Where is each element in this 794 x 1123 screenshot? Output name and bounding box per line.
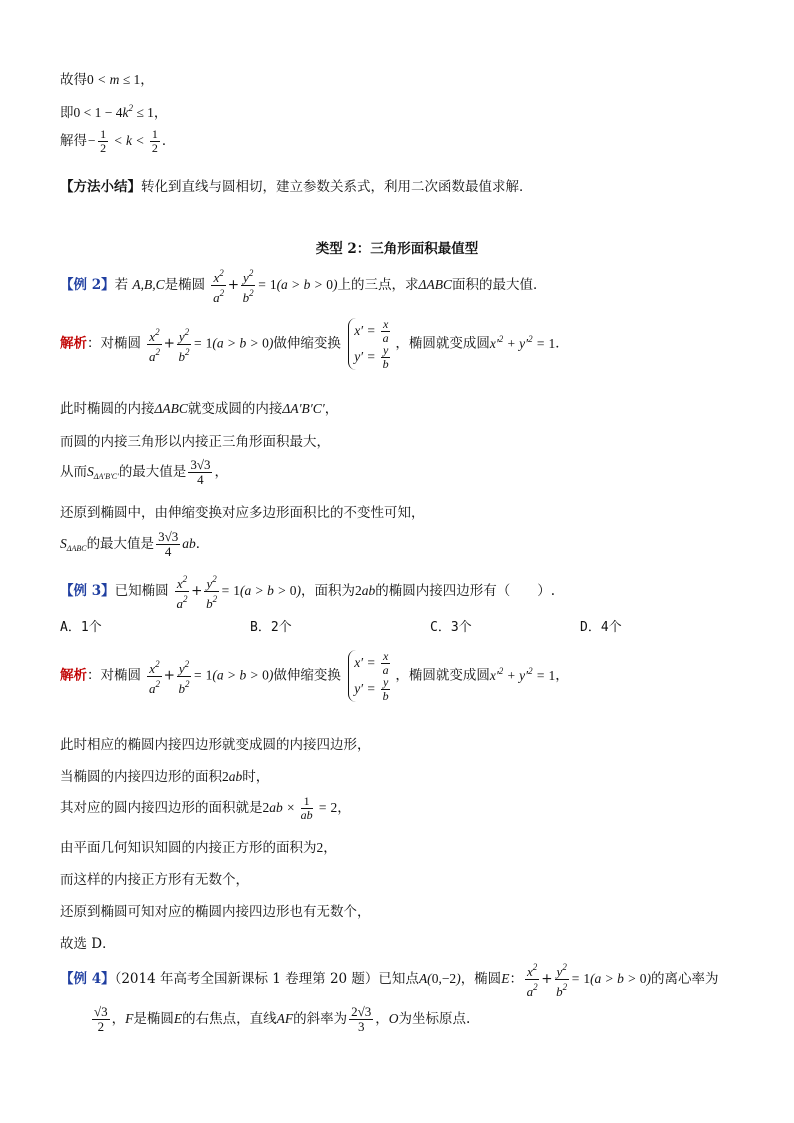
text: 的右焦点，直线 (182, 1011, 277, 1027)
example-2-question: 【例 2】若 A,B,C是椭圆 $\frac{x^2}{a^2}$ + $\frac{y^2}{b^2}$ = 1(a > b > 0)上的三点，求ΔABC面积的最大值． (60, 268, 547, 305)
line-1: 故得0 < m ≤ 1， (60, 72, 154, 88)
text: 的椭圆内接四边形有（ ）. (375, 583, 556, 599)
text: ，椭圆就变成圆 (395, 335, 490, 352)
text: 的最大值是 (86, 536, 155, 552)
text: （2014 年高考全国新课标 1 卷理第 20 题）已知点 (114, 971, 419, 987)
ex2-line-3: 从而$S_{\Delta A'B'C'}$的最大值是 $\frac{3√3}{4}$ ， (60, 457, 228, 487)
line-3: 解得− $\frac{1}{2}$ < k < $\frac{1}{2}$ ． (60, 127, 176, 155)
option-c: C．3个 (430, 620, 472, 635)
summary-tag: 【方法小结】 (60, 179, 141, 195)
text: 其对应的圆内接四边形的面积就是 (60, 800, 263, 816)
text: 做伸缩变换 (273, 667, 341, 684)
option-a: A．1个 (60, 620, 102, 635)
solution-tag: 解析 (60, 335, 87, 352)
example-3-question: 【例 3】已知椭圆 $\frac{x^2}{a^2}$ + $\frac{y^2}{b^2}$ = 1(a > b > 0)，面积为2ab的椭圆内接四边形有（ ）. (60, 574, 556, 611)
ex3-line-6: 还原到椭圆可知对应的椭圆内接四边形也有无数个， (60, 904, 371, 920)
option-d: D．4个 (580, 620, 622, 635)
example-4-line-2: $\frac{√3}{2}$ ，F是椭圆E的右焦点，直线AF的斜率为 $\frac{2√3}{3}$ ，O为坐标原点. (94, 1004, 471, 1034)
text: ，面积为 (300, 583, 355, 599)
text: ：对椭圆 (87, 335, 141, 352)
text: 故得 (60, 72, 87, 88)
transform-system: x′ = $\frac{x}{a}$ y′ = $\frac{y}{b}$ (348, 318, 392, 370)
ex2-line-2: 而圆的内接三角形以内接正三角形面积最大， (60, 434, 330, 450)
text: 从而 (60, 464, 87, 480)
ex2-line-4: 还原到椭圆中，由伸缩变换对应多边形面积比的不变性可知， (60, 505, 425, 521)
option-b: B．2个 (250, 620, 292, 635)
text: ：对椭圆 (87, 667, 141, 684)
example-3-tag: 【例 3】 (60, 583, 115, 599)
ex2-line-5: $S_{\Delta ABC}$的最大值是 $\frac{3√3}{4}$ ab． (60, 529, 210, 559)
text: 此时椭圆的内接 (60, 401, 155, 417)
example-2-solution: 解析：对椭圆 $\frac{x^2}{a^2}$ + $\frac{y^2}{b^2}$ = 1(a > b > 0)做伸缩变换 x′ = $\frac{x}{a}$ y′ = $\frac{y}{b}$ ，椭圆就变成圆$x'^2 + y'^2 = 1$． (60, 317, 569, 372)
ex3-line-7: 故选 D． (60, 936, 116, 952)
ex3-line-1: 此时相应的椭圆内接四边形就变成圆的内接四边形， (60, 737, 371, 753)
text: ，椭圆就变成圆 (395, 667, 490, 684)
text: 的斜率为 (293, 1011, 348, 1027)
section-title: 类型 2：三角形面积最值型 (315, 241, 479, 257)
text: 时， (242, 769, 270, 785)
summary-text: 转化到直线与圆相切，建立参数关系式，利用二次函数最值求解． (141, 179, 533, 195)
example-4-question: 【例 4】（2014 年高考全国新课标 1 卷理第 20 题）已知点A(0,−2)，椭圆E： $\frac{x^2}{a^2}$ + $\frac{y^2}{b^2}$ = 1(a > b > 0)的离心率为 (60, 962, 719, 999)
example-2-tag: 【例 2】 (60, 277, 115, 293)
ex3-line-5: 而这样的内接正方形有无数个， (60, 872, 249, 888)
ex2-line-1: 此时椭圆的内接ΔABC就变成圆的内接ΔA′B′C′， (60, 401, 339, 417)
text: 上的三点，求 (337, 277, 419, 293)
method-summary (60, 175, 533, 195)
text: 为坐标原点. (398, 1011, 471, 1027)
text: 由平面几何知识知圆的内接正方形的面积为 (60, 840, 317, 856)
text: 若 (114, 277, 129, 293)
text: 解得 (60, 133, 87, 149)
text: ， (111, 1011, 126, 1027)
transform-system: x′ = $\frac{x}{a}$ y′ = $\frac{y}{b}$ (348, 650, 392, 702)
ex3-line-4: 由平面几何知识知圆的内接正方形的面积为2， (60, 840, 337, 856)
text: 即 (60, 105, 74, 121)
solution-tag: 解析 (60, 667, 87, 684)
text: 的最大值是 (118, 464, 187, 480)
ex3-line-3: 其对应的圆内接四边形的面积就是2ab × $\frac{1}{ab}$ = 2， (60, 794, 351, 822)
text: ，椭圆 (460, 971, 502, 987)
text: 做伸缩变换 (273, 335, 341, 352)
text: 面积的最大值． (451, 277, 547, 293)
text: 是椭圆 (164, 277, 206, 293)
text: 当椭圆的内接四边形的面积 (60, 769, 222, 785)
example-4-tag: 【例 4】 (60, 971, 115, 987)
line-2: 即$0 < 1 - 4k^2 \le 1$， (60, 103, 168, 121)
text: ， (375, 1011, 389, 1027)
text: 的离心率为 (651, 971, 719, 987)
example-3-solution: 解析：对椭圆 $\frac{x^2}{a^2}$ + $\frac{y^2}{b^2}$ = 1(a > b > 0)做伸缩变换 x′ = $\frac{x}{a}$ y′ = $\frac{y}{b}$ ，椭圆就变成圆$x'^2 + y'^2 = 1$， (60, 649, 569, 704)
text: 是椭圆 (133, 1011, 174, 1027)
ex3-line-2: 当椭圆的内接四边形的面积2ab时， (60, 769, 270, 785)
text: 已知椭圆 (114, 583, 169, 599)
text: 就变成圆的内接 (187, 401, 283, 417)
